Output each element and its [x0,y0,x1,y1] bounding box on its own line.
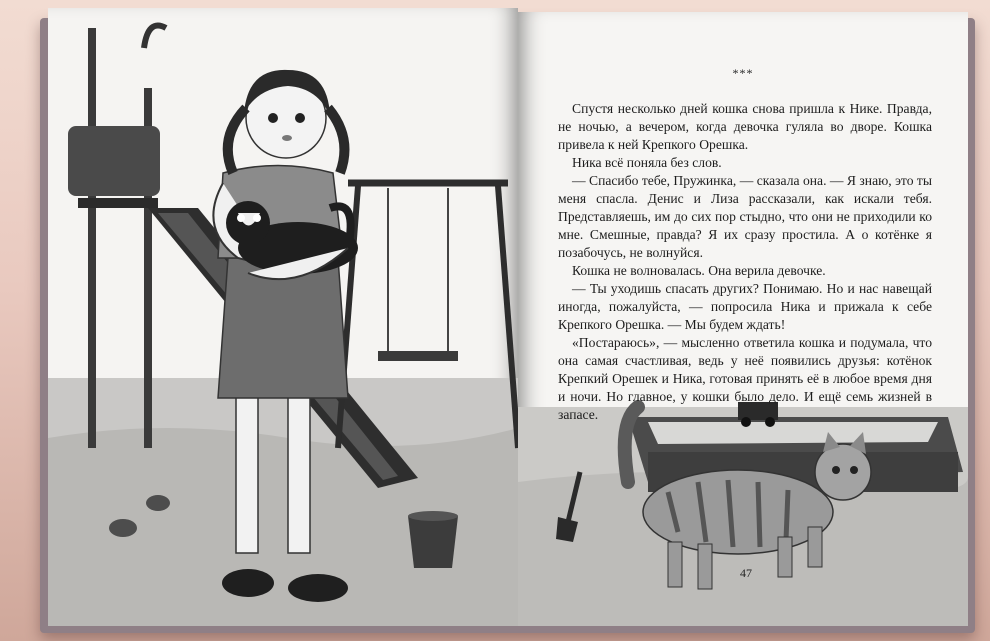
paragraph: — Спасибо тебе, Пружинка, — сказала она. — Я знаю, это ты меня спасла. Денис и Лиза рассказали, как искали тебя. Представляешь, им до сих пор стыдно, что они не приходили ко мне. Смешные, правда? Я их сразу простила. А о котёнке я позабочусь, не волнуйся. [558,173,932,260]
paragraph: Ника всё поняла без слов. [572,155,722,170]
story-text [558,100,932,424]
paragraph: Кошка не волновалась. Она верила девочке. [572,263,826,278]
section-separator: *** [732,66,754,80]
left-page [48,8,518,626]
paragraph: — Ты уходишь спасать других? Понимаю. Но и нас навещай иногда, пожалуйста, — попросила Ника и прижала к себе Крепкого Орешка. — Мы будем ждать! [558,281,932,332]
right-page [518,12,968,626]
paragraph: «Постараюсь», — мысленно ответила кошка и подумала, что она самая счастливая, ведь у неё появились друзья: котёнок Крепкий Орешек и Ника, готовая принять её в любое время дня и ночи. Но главное, у кошки было дело. И ещё семь жизней в запасе. [558,335,932,422]
playground-illustration-left [48,8,518,626]
open-book [40,8,975,633]
paragraph: Спустя несколько дней кошка снова пришла к Нике. Правда, не ночью, а вечером, когда девочка гуляла во дворе. Кошка привела к ней Крепкого Орешка. [558,101,932,152]
page-number: 47 [740,566,752,580]
bucket [408,511,458,568]
